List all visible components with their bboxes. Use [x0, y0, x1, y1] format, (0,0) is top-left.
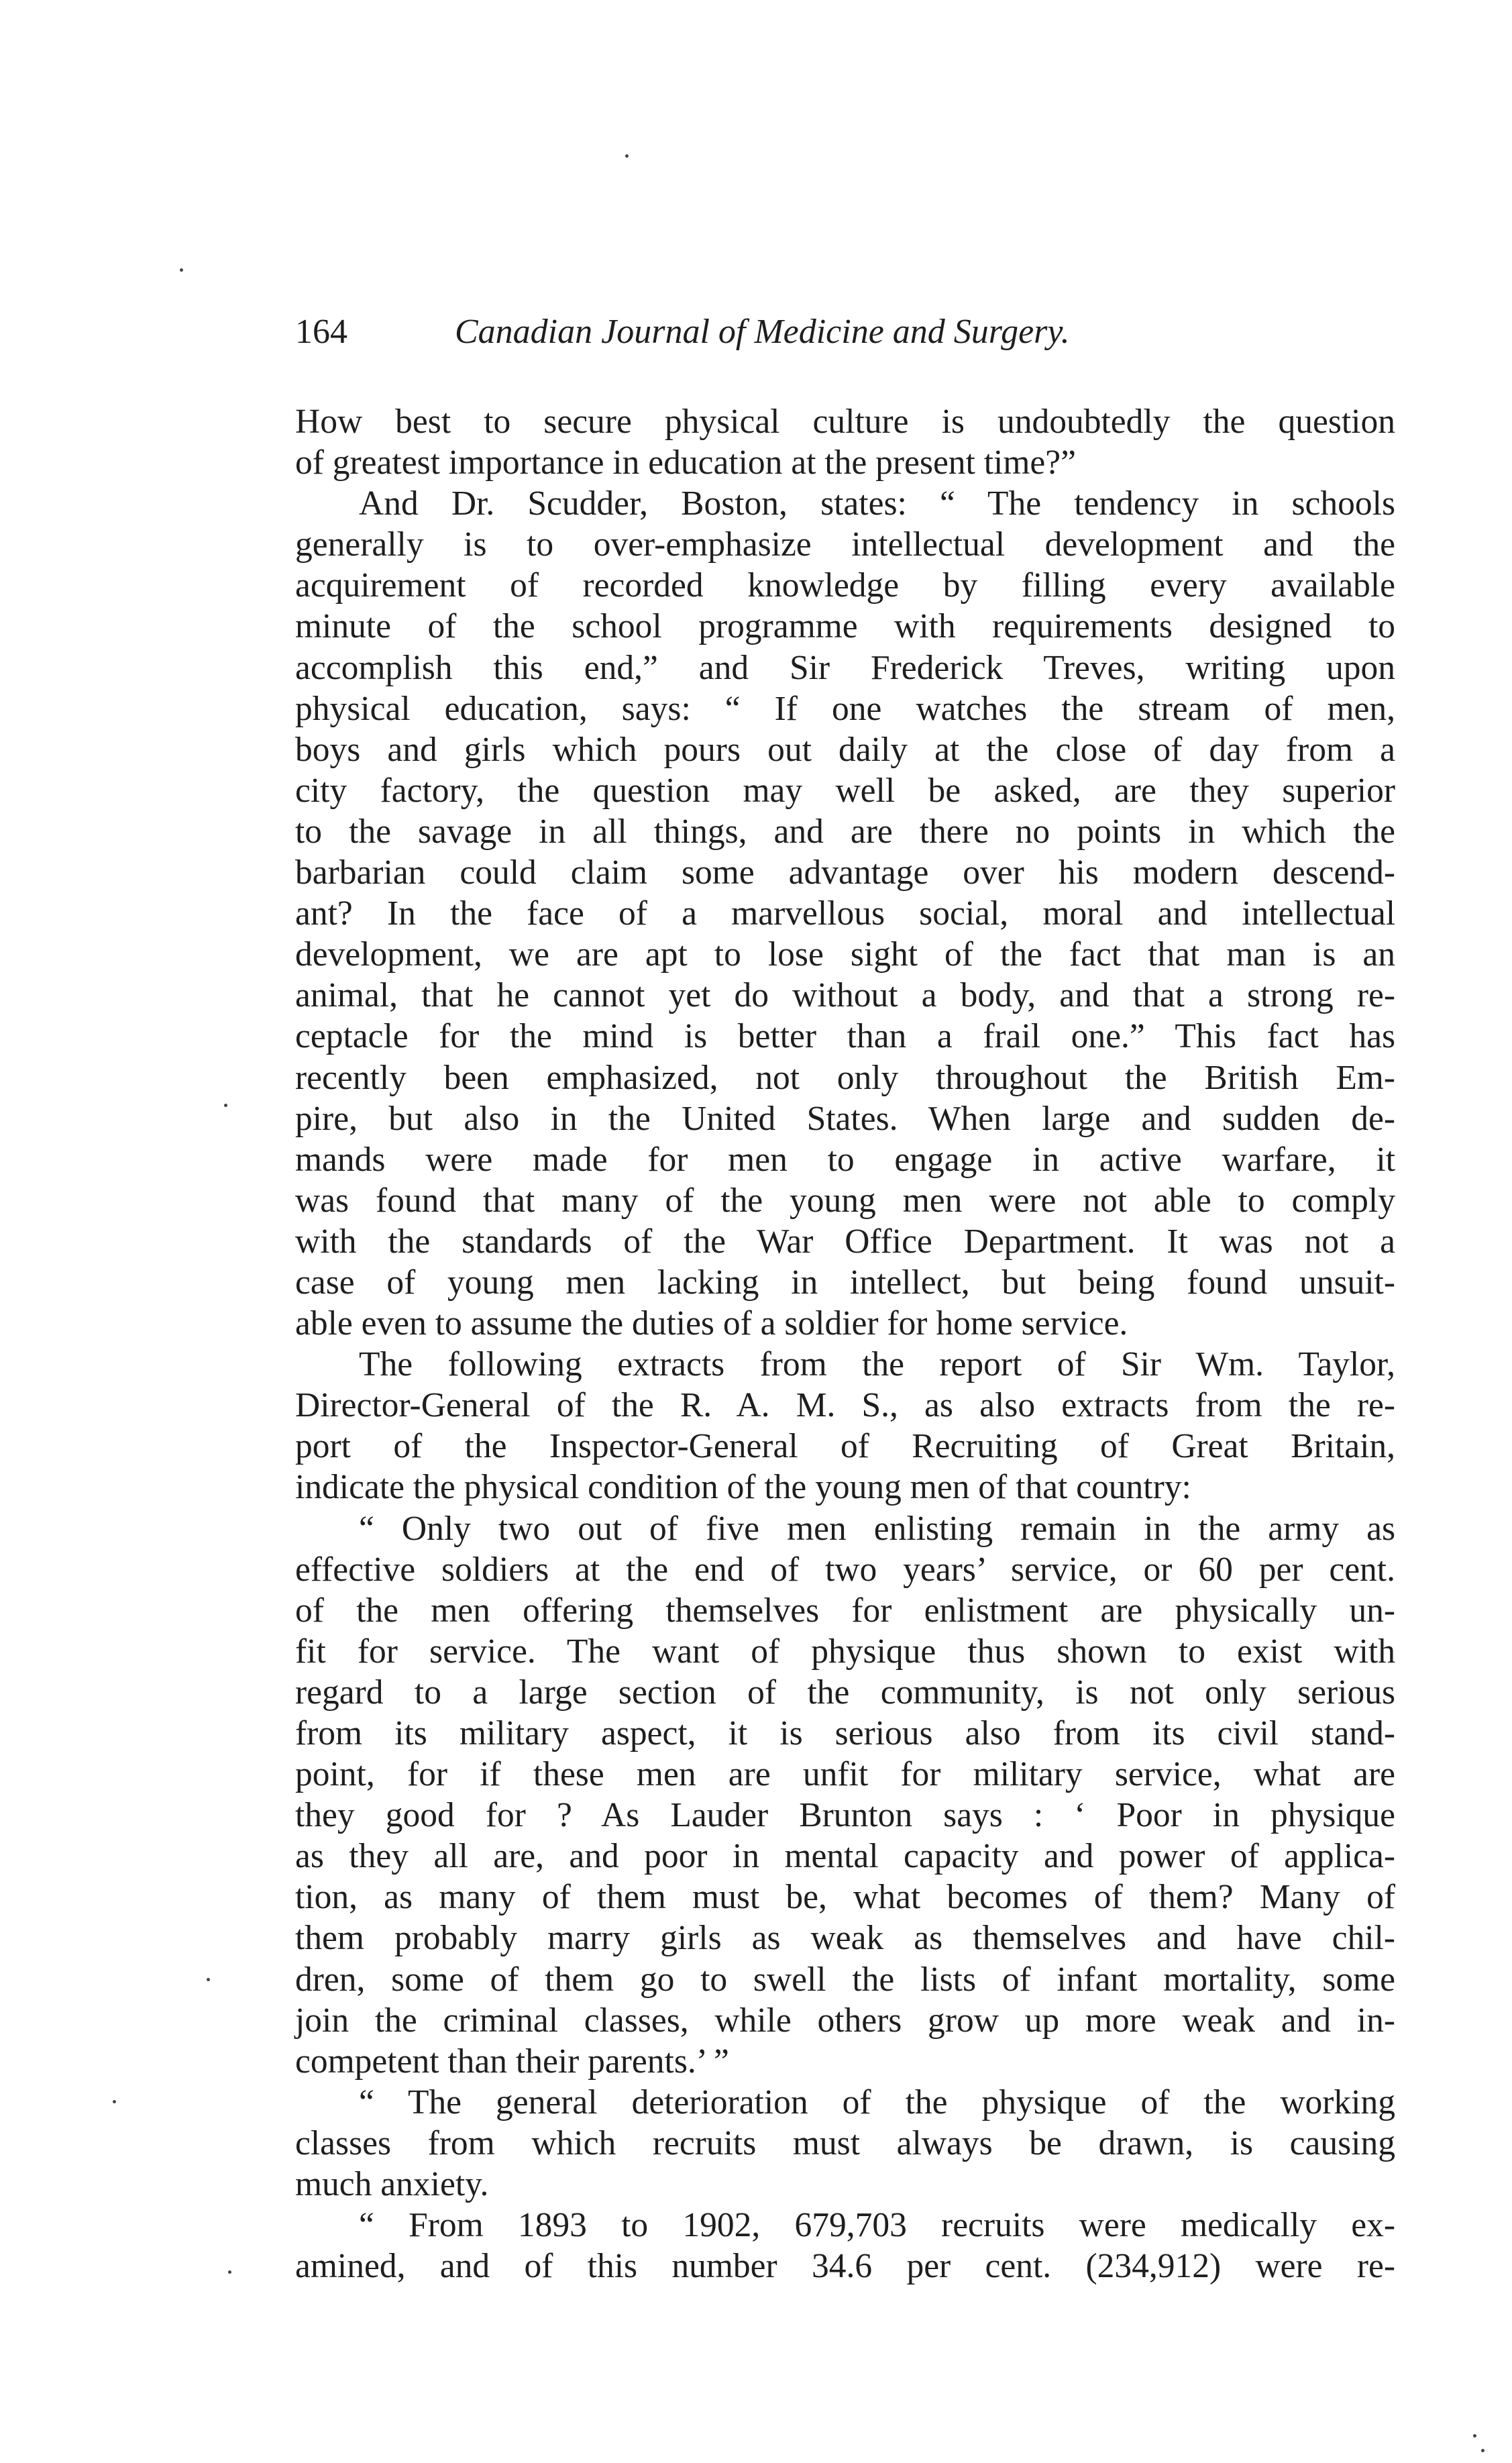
text-line: And Dr. Scudder, Boston, states: “ The tendency in schools [359, 484, 1395, 523]
text-line: fit for service. The want of physique thus shown to exist with [295, 1632, 1395, 1671]
text-line: with the standards of the War Office Department. It was not a [295, 1222, 1395, 1261]
text-line: to the savage in all things, and are there no points in which the [295, 812, 1395, 851]
text-line: boys and girls which pours out daily at the close of day from a [295, 730, 1395, 769]
body-text [295, 401, 1395, 2287]
running-title: Canadian Journal of Medicine and Surgery. [455, 313, 1070, 351]
text-line: “ The general deterioration of the physique of the working [359, 2083, 1395, 2121]
text-line: case of young men lacking in intellect, but being found unsuit- [295, 1263, 1395, 1302]
text-line: effective soldiers at the end of two years’ service, or 60 per cent. [295, 1550, 1395, 1589]
text-line: competent than their parents.’ ” [295, 2042, 729, 2081]
text-line: “ From 1893 to 1902, 679,703 recruits were medically ex- [359, 2206, 1395, 2245]
text-line: as they all are, and poor in mental capacity and power of applica- [295, 1837, 1395, 1876]
text-line: generally is to over-emphasize intellectual development and the [295, 525, 1395, 564]
text-line: animal, that he cannot yet do without a body, and that a strong re- [295, 976, 1395, 1015]
text-line: recently been emphasized, not only throughout the British Em- [295, 1058, 1395, 1097]
page-header [295, 305, 1221, 359]
scan-speck [228, 2270, 231, 2274]
text-line: ant? In the face of a marvellous social, moral and intellectual [295, 894, 1395, 933]
text-line: from its military aspect, it is serious also from its civil stand- [295, 1714, 1395, 1752]
scan-speck [113, 2100, 116, 2103]
page-number: 164 [295, 313, 347, 351]
scan-speck [625, 154, 629, 158]
text-line: was found that many of the young men were not able to comply [295, 1181, 1395, 1220]
text-line: join the criminal classes, while others grow up more weak and in- [295, 2001, 1395, 2040]
text-line: pire, but also in the United States. When large and sudden de- [295, 1099, 1395, 1138]
text-line: development, we are apt to lose sight of the fact that man is an [295, 935, 1395, 974]
scan-speck [1481, 2449, 1484, 2452]
text-line: How best to secure physical culture is undoubtedly the question [295, 403, 1395, 441]
text-line: port of the Inspector-General of Recruiting of Great Britain, [295, 1427, 1395, 1466]
scan-speck [1473, 2434, 1476, 2438]
scan-speck [207, 1978, 210, 1981]
text-line: amined, and of this number 34.6 per cent. (234,912) were re- [295, 2247, 1395, 2286]
text-line: of the men offering themselves for enlistment are physically un- [295, 1591, 1395, 1630]
text-line: dren, some of them go to swell the lists of infant mortality, some [295, 1960, 1395, 1999]
text-line: physical education, says: “ If one watches the stream of men, [295, 689, 1395, 728]
text-line: minute of the school programme with requirements designed to [295, 607, 1395, 646]
text-line: they good for ? As Lauder Brunton says : ‘ Poor in physique [295, 1796, 1395, 1835]
text-line: them probably marry girls as weak as themselves and have chil- [295, 1919, 1395, 1958]
text-line: barbarian could claim some advantage over his modern descend- [295, 853, 1395, 892]
text-line: mands were made for men to engage in active warfare, it [295, 1140, 1395, 1179]
text-line: ceptacle for the mind is better than a frail one.” This fact has [295, 1017, 1395, 1056]
scan-speck [180, 268, 183, 272]
text-line: accomplish this end,” and Sir Frederick Treves, writing upon [295, 648, 1395, 687]
text-line: classes from which recruits must always be drawn, is causing [295, 2124, 1395, 2162]
scan-speck [224, 1104, 227, 1107]
text-line: much anxiety. [295, 2165, 489, 2204]
text-line: The following extracts from the report of Sir Wm. Taylor, [359, 1345, 1395, 1384]
text-line: city factory, the question may well be asked, are they superior [295, 771, 1395, 810]
text-line: “ Only two out of five men enlisting remain in the army as [359, 1509, 1395, 1548]
text-line: indicate the physical condition of the young men of that country: [295, 1468, 1191, 1507]
text-line: acquirement of recorded knowledge by filling every available [295, 566, 1395, 605]
text-line: of greatest importance in education at the present time?” [295, 443, 1076, 482]
text-line: Director-General of the R. A. M. S., as also extracts from the re- [295, 1386, 1395, 1425]
text-line: tion, as many of them must be, what becomes of them? Many of [295, 1878, 1395, 1917]
text-line: point, for if these men are unfit for military service, what are [295, 1755, 1395, 1794]
text-line: regard to a large section of the community, is not only serious [295, 1673, 1395, 1712]
text-line: able even to assume the duties of a soldier for home service. [295, 1304, 1128, 1343]
